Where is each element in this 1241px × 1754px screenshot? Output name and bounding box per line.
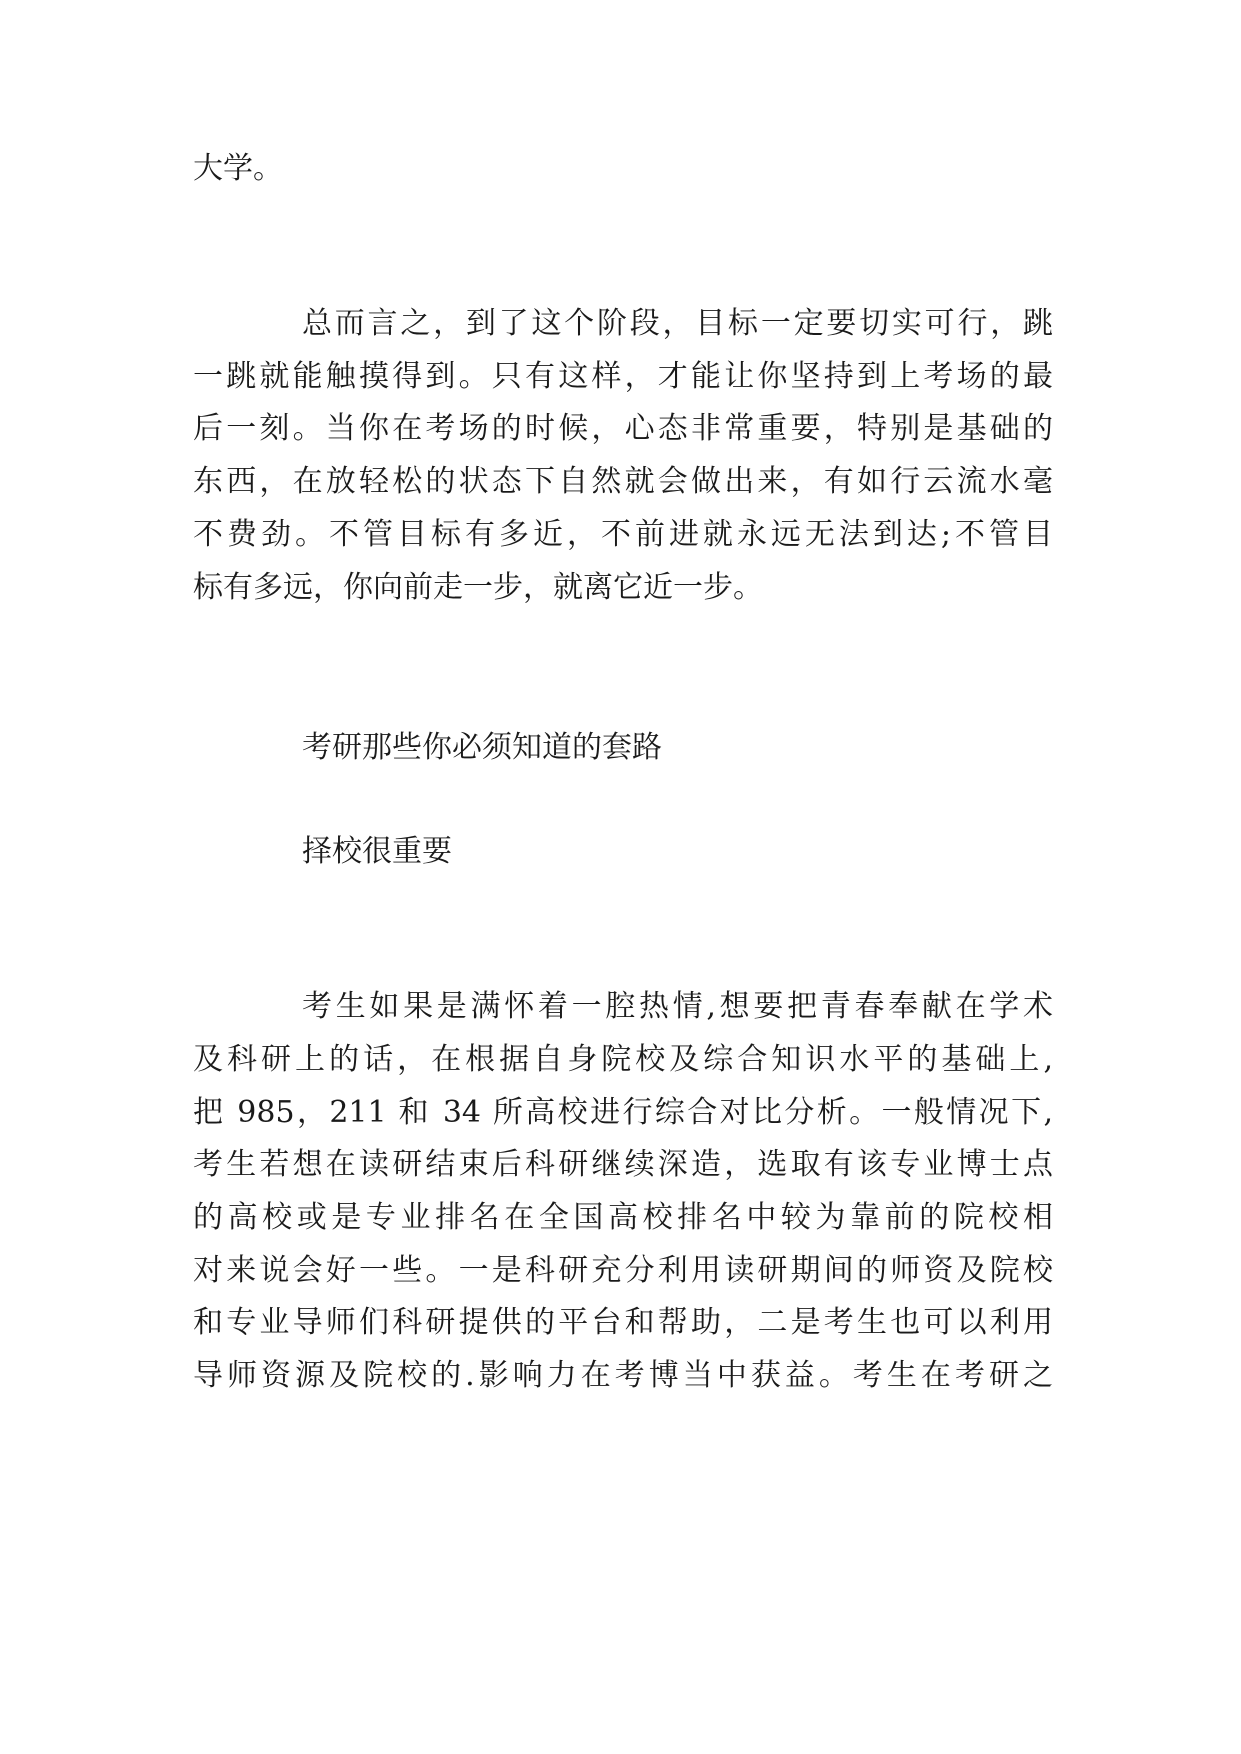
text-line: 考生若想在读研结束后科研继续深造，选取有该专业博士点 xyxy=(193,1147,1053,1182)
paragraph-line xyxy=(0,1298,1241,1348)
paragraph-line xyxy=(0,404,1241,454)
text-line: 把 985，211 和 34 所高校进行综合对比分析。一般情况下, xyxy=(193,1095,1053,1130)
paragraph-line xyxy=(0,1140,1241,1190)
text-line: 总而言之，到了这个阶段，目标一定要切实可行，跳 xyxy=(302,306,1053,341)
text-line: 和专业导师们科研提供的平台和帮助，二是考生也可以利用 xyxy=(193,1305,1053,1340)
text-line: 不费劲。不管目标有多近，不前进就永远无法到达;不管目 xyxy=(193,517,1053,552)
section-heading xyxy=(0,723,1241,773)
text-line: 及科研上的话，在根据自身院校及综合知识水平的基础上, xyxy=(193,1042,1053,1077)
text-line: 东西，在放轻松的状态下自然就会做出来，有如行云流水毫 xyxy=(193,464,1053,499)
text-line: 的高校或是专业排名在全国高校排名中较为靠前的院校相 xyxy=(193,1200,1053,1235)
heading-text: 考研那些你必须知道的套路 xyxy=(302,730,662,765)
paragraph-line xyxy=(0,1035,1241,1085)
paragraph-line xyxy=(0,1351,1241,1401)
subsection-heading xyxy=(0,827,1241,877)
text-line: 后一刻。当你在考场的时候，心态非常重要，特别是基础的 xyxy=(193,411,1053,446)
paragraph-line xyxy=(0,1088,1241,1138)
text-line: 标有多远，你向前走一步，就离它近一步。 xyxy=(193,570,763,605)
text-line: 考生如果是满怀着一腔热情,想要把青春奉献在学术 xyxy=(302,989,1053,1024)
paragraph-line xyxy=(0,352,1241,402)
paragraph-line xyxy=(0,510,1241,560)
paragraph-first-line xyxy=(0,982,1241,1032)
paragraph-line xyxy=(0,1246,1241,1296)
paragraph-continuation xyxy=(0,144,1241,194)
text-line: 一跳就能触摸得到。只有这样，才能让你坚持到上考场的最 xyxy=(193,359,1053,394)
paragraph-line xyxy=(0,457,1241,507)
text-line: 大学。 xyxy=(193,151,283,186)
paragraph-line xyxy=(0,1193,1241,1243)
text-line: 对来说会好一些。一是科研充分利用读研期间的师资及院校 xyxy=(193,1253,1053,1288)
paragraph-last-line xyxy=(0,563,1241,613)
text-line: 导师资源及院校的.影响力在考博当中获益。考生在考研之 xyxy=(193,1358,1053,1393)
paragraph-first-line xyxy=(0,299,1241,349)
heading-text: 择校很重要 xyxy=(302,834,452,869)
